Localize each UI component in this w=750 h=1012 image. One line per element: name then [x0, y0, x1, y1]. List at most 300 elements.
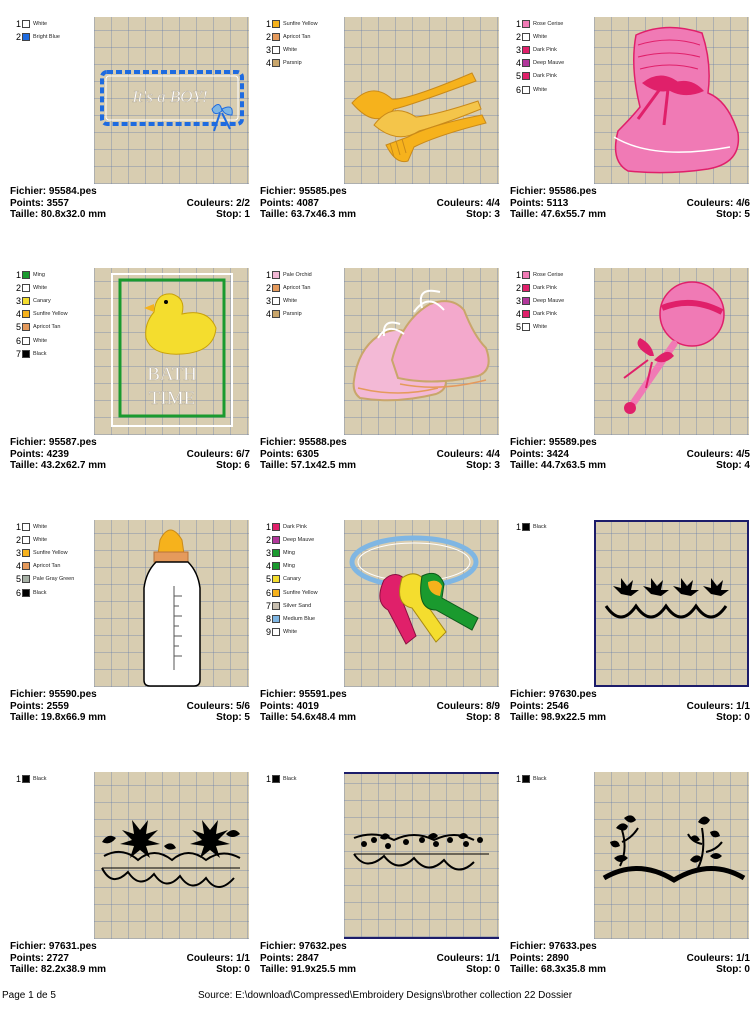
design-preview: [594, 268, 749, 435]
palette-entry: [262, 308, 312, 321]
thread-name: Apricot Tan: [283, 284, 311, 291]
thread-name: Dark Pink: [283, 523, 307, 530]
thread-number: 6: [515, 84, 521, 95]
thread-number: 3: [515, 44, 521, 55]
thread-number: 5: [265, 574, 271, 585]
thread-swatch: [272, 523, 280, 531]
stop-count: Stop: 0: [466, 964, 500, 975]
design-size: Taille: 19.8x66.9 mm: [10, 712, 106, 723]
thread-palette: [512, 772, 546, 785]
thread-name: Black: [33, 775, 47, 782]
thread-number: 5: [15, 574, 21, 585]
design-preview: [344, 268, 499, 435]
stitch-points: Points: 6305: [260, 448, 319, 460]
design-info: [260, 186, 500, 221]
design-card: [260, 520, 500, 760]
design-size: Taille: 91.9x25.5 mm: [260, 964, 356, 975]
design-card: [510, 17, 750, 257]
palette-entry: [512, 294, 564, 307]
thread-name: Canary: [283, 576, 301, 583]
thread-name: Pale Orchid: [283, 271, 312, 278]
thread-name: White: [33, 523, 48, 530]
palette-entry: [12, 30, 60, 43]
thread-number: 4: [15, 561, 21, 572]
palette-entry: [262, 612, 318, 625]
thread-name: Black: [33, 589, 47, 596]
time-text: TIME: [148, 388, 196, 409]
thread-name: White: [33, 337, 48, 344]
stitch-points: Points: 5113: [510, 197, 569, 209]
palette-entry: [512, 57, 564, 70]
thread-swatch: [272, 589, 280, 597]
palette-entry: [512, 30, 564, 43]
color-count: Couleurs: 1/1: [686, 952, 750, 964]
thread-palette: [262, 772, 296, 785]
palette-entry: [12, 772, 46, 785]
thread-name: Pale Gray Green: [33, 576, 75, 583]
thread-number: 1: [515, 18, 521, 29]
thread-number: 2: [265, 534, 271, 545]
palette-entry: [512, 17, 564, 30]
thread-swatch: [272, 46, 280, 54]
palette-entry: [12, 308, 68, 321]
palette-entry: [262, 57, 318, 70]
design-preview: [94, 520, 249, 687]
palette-entry: [262, 268, 312, 281]
thread-name: Sunfire Yellow: [33, 311, 68, 318]
thread-number: 3: [515, 295, 521, 306]
thread-swatch: [522, 46, 530, 54]
palette-entry: [262, 520, 318, 533]
thread-swatch: [272, 284, 280, 292]
thread-swatch: [22, 33, 30, 41]
thread-number: 7: [15, 348, 21, 359]
thread-swatch: [22, 284, 30, 292]
leaf-scallop-border-artwork: [594, 520, 749, 687]
palette-entry: [12, 520, 74, 533]
page-number: Page 1 de 5: [2, 990, 56, 1001]
palette-entry: [12, 334, 68, 347]
palette-entry: [512, 83, 564, 96]
thread-number: 3: [15, 295, 21, 306]
thread-number: 4: [265, 309, 271, 320]
thread-number: 8: [265, 613, 271, 624]
thread-name: Parsnip: [283, 311, 302, 318]
baby-bottle-artwork: [94, 520, 249, 687]
design-preview: [94, 772, 249, 939]
file-name: Fichier: 95589.pes: [510, 437, 597, 448]
thread-name: Black: [283, 775, 297, 782]
design-preview: [594, 17, 749, 184]
stop-count: Stop: 3: [466, 209, 500, 220]
thread-number: 4: [515, 58, 521, 69]
palette-entry: [12, 281, 68, 294]
stitch-points: Points: 2847: [260, 952, 319, 964]
color-count: Couleurs: 1/1: [436, 952, 500, 964]
palette-entry: [512, 308, 564, 321]
thread-number: 6: [15, 335, 21, 346]
thread-swatch: [522, 20, 530, 28]
color-count: Couleurs: 6/7: [186, 448, 250, 460]
design-info: [260, 437, 500, 472]
stop-count: Stop: 6: [216, 460, 250, 471]
thread-name: Bright Blue: [33, 33, 60, 40]
design-preview: [594, 772, 749, 939]
thread-number: 1: [15, 18, 21, 29]
palette-entry: [262, 281, 312, 294]
thread-palette: [12, 268, 68, 360]
thread-name: White: [533, 86, 548, 93]
thread-name: Dark Pink: [533, 73, 557, 80]
thread-name: White: [283, 297, 298, 304]
thread-swatch: [522, 284, 530, 292]
thread-number: 6: [265, 587, 271, 598]
file-name: Fichier: 95587.pes: [10, 437, 97, 448]
thread-name: Deep Mauve: [533, 60, 565, 67]
palette-entry: [262, 43, 318, 56]
pink-bootie-artwork: [594, 17, 749, 184]
palette-entry: [512, 70, 564, 83]
palette-entry: [262, 17, 318, 30]
file-name: Fichier: 97633.pes: [510, 941, 597, 952]
thread-swatch: [522, 86, 530, 94]
design-size: Taille: 98.9x22.5 mm: [510, 712, 606, 723]
design-info: [10, 689, 250, 724]
design-preview: [594, 520, 749, 687]
thread-swatch: [272, 775, 280, 783]
design-info: [10, 437, 250, 472]
palette-entry: [262, 772, 296, 785]
palette-entry: [12, 533, 74, 546]
palette-entry: [512, 268, 564, 281]
thread-name: White: [283, 629, 298, 636]
stop-count: Stop: 0: [716, 964, 750, 975]
thread-number: 5: [15, 322, 21, 333]
thread-palette: [262, 17, 318, 70]
thread-swatch: [22, 310, 30, 318]
teething-keys-artwork: [344, 520, 499, 687]
thread-name: Ming: [283, 549, 295, 556]
design-info: [510, 437, 750, 472]
thread-name: Silver Sand: [283, 602, 312, 609]
palette-entry: [262, 586, 318, 599]
thread-number: 4: [515, 309, 521, 320]
palette-entry: [12, 294, 68, 307]
stitch-points: Points: 4087: [260, 197, 319, 209]
thread-palette: [12, 520, 74, 599]
thread-palette: [12, 772, 46, 785]
design-info: [510, 689, 750, 724]
thread-name: Canary: [33, 297, 51, 304]
design-size: Taille: 44.7x63.5 mm: [510, 460, 606, 471]
palette-entry: [262, 294, 312, 307]
thread-number: 4: [265, 58, 271, 69]
palette-entry: [262, 573, 318, 586]
thread-name: Ming: [283, 563, 295, 570]
design-size: Taille: 57.1x42.5 mm: [260, 460, 356, 471]
design-size: Taille: 54.6x48.4 mm: [260, 712, 356, 723]
color-count: Couleurs: 4/5: [686, 448, 750, 460]
design-info: [510, 941, 750, 976]
thread-name: Dark Pink: [533, 311, 557, 318]
thread-swatch: [22, 536, 30, 544]
thread-number: 1: [265, 521, 271, 532]
color-count: Couleurs: 1/1: [186, 952, 250, 964]
thread-number: 2: [265, 31, 271, 42]
file-name: Fichier: 95585.pes: [260, 186, 347, 197]
design-card: [510, 772, 750, 1012]
thread-number: 1: [515, 773, 521, 784]
palette-entry: [262, 626, 318, 639]
palette-entry: [262, 30, 318, 43]
thread-swatch: [22, 549, 30, 557]
thread-number: 3: [15, 547, 21, 558]
thread-number: 4: [15, 309, 21, 320]
thread-swatch: [522, 775, 530, 783]
stop-count: Stop: 0: [216, 964, 250, 975]
thread-swatch: [522, 523, 530, 531]
design-size: Taille: 47.6x55.7 mm: [510, 209, 606, 220]
thread-swatch: [22, 20, 30, 28]
palette-entry: [512, 520, 546, 533]
floral-scallop-border-artwork: [94, 772, 249, 939]
thread-name: White: [533, 33, 548, 40]
thread-name: Sunfire Yellow: [283, 20, 318, 27]
stitch-points: Points: 2559: [10, 700, 69, 712]
stop-count: Stop: 4: [716, 460, 750, 471]
design-preview: [344, 17, 499, 184]
file-name: Fichier: 97631.pes: [10, 941, 97, 952]
thread-name: Dark Pink: [533, 46, 557, 53]
stitch-points: Points: 3557: [10, 197, 69, 209]
thread-number: 5: [515, 71, 521, 82]
design-size: Taille: 82.2x38.9 mm: [10, 964, 106, 975]
design-size: Taille: 63.7x46.3 mm: [260, 209, 356, 220]
stop-count: Stop: 3: [466, 460, 500, 471]
thread-swatch: [272, 575, 280, 583]
thread-number: 7: [265, 600, 271, 611]
thread-swatch: [22, 562, 30, 570]
thread-number: 2: [515, 31, 521, 42]
thread-swatch: [522, 33, 530, 41]
floral-sprigs-border-artwork: [594, 772, 749, 939]
thread-number: 1: [15, 521, 21, 532]
palette-entry: [262, 599, 318, 612]
thread-swatch: [272, 297, 280, 305]
stitch-points: Points: 2727: [10, 952, 69, 964]
palette-entry: [12, 17, 60, 30]
design-preview: [344, 772, 499, 939]
thread-swatch: [22, 775, 30, 783]
design-info: [10, 186, 250, 221]
thread-swatch: [272, 549, 280, 557]
design-info: [260, 689, 500, 724]
color-count: Couleurs: 8/9: [436, 700, 500, 712]
design-card: [510, 520, 750, 760]
color-count: Couleurs: 4/6: [686, 197, 750, 209]
source-path: Source: E:\download\Compressed\Embroidery Designs\brother collection 22 Dossier: [198, 990, 573, 1001]
thread-swatch: [522, 59, 530, 67]
thread-number: 2: [15, 534, 21, 545]
file-name: Fichier: 97632.pes: [260, 941, 347, 952]
thread-swatch: [272, 20, 280, 28]
thread-palette: [512, 268, 564, 334]
thread-number: 2: [265, 282, 271, 293]
palette-entry: [512, 43, 564, 56]
design-size: Taille: 43.2x62.7 mm: [10, 460, 106, 471]
thread-number: 1: [515, 269, 521, 280]
file-name: Fichier: 97630.pes: [510, 689, 597, 700]
palette-entry: [512, 281, 564, 294]
file-name: Fichier: 95591.pes: [260, 689, 347, 700]
thread-number: 4: [265, 561, 271, 572]
thread-name: Black: [533, 775, 547, 782]
thread-number: 6: [15, 587, 21, 598]
thread-name: Deep Mauve: [533, 297, 565, 304]
file-name: Fichier: 95584.pes: [10, 186, 97, 197]
thread-swatch: [22, 575, 30, 583]
thread-name: Black: [533, 523, 547, 530]
thread-name: Parsnip: [283, 60, 302, 67]
thread-swatch: [272, 33, 280, 41]
design-preview: [344, 520, 499, 687]
file-name: Fichier: 95588.pes: [260, 437, 347, 448]
baby-shoes-artwork: [344, 268, 499, 435]
thread-swatch: [272, 310, 280, 318]
thread-swatch: [22, 350, 30, 358]
thread-name: Deep Mauve: [283, 536, 315, 543]
thread-number: 9: [265, 627, 271, 638]
thread-number: 3: [265, 44, 271, 55]
thread-number: 3: [265, 295, 271, 306]
thread-swatch: [22, 337, 30, 345]
stitch-points: Points: 2890: [510, 952, 569, 964]
thread-name: White: [533, 324, 548, 331]
thread-name: Rose Cerise: [533, 271, 564, 278]
design-preview: [94, 17, 249, 184]
thread-palette: [12, 17, 60, 43]
tag-text: It's a BOY!: [132, 87, 208, 106]
thread-number: 1: [515, 521, 521, 532]
design-size: Taille: 68.3x35.8 mm: [510, 964, 606, 975]
thread-swatch: [22, 323, 30, 331]
thread-name: Dark Pink: [533, 284, 557, 291]
vine-scallop-border-artwork: [344, 774, 499, 941]
its-a-boy-tag-artwork: [94, 17, 249, 184]
design-card: [260, 772, 500, 1012]
thread-number: 1: [265, 18, 271, 29]
stop-count: Stop: 0: [716, 712, 750, 723]
thread-swatch: [22, 271, 30, 279]
stitch-points: Points: 3424: [510, 448, 569, 460]
design-preview: [94, 268, 249, 435]
color-count: Couleurs: 4/4: [436, 448, 500, 460]
stop-count: Stop: 5: [716, 209, 750, 220]
thread-number: 2: [15, 31, 21, 42]
thread-number: 3: [265, 547, 271, 558]
palette-entry: [512, 772, 546, 785]
thread-name: Rose Cerise: [533, 20, 564, 27]
thread-swatch: [272, 271, 280, 279]
design-card: [10, 772, 250, 1012]
stitch-points: Points: 4239: [10, 448, 69, 460]
file-name: Fichier: 95586.pes: [510, 186, 597, 197]
bath-time-duck-artwork: [94, 268, 249, 435]
thread-palette: [262, 520, 318, 639]
design-card: [260, 17, 500, 257]
thread-name: Apricot Tan: [33, 324, 61, 331]
thread-name: Sunfire Yellow: [33, 549, 68, 556]
thread-swatch: [22, 523, 30, 531]
color-count: Couleurs: 5/6: [186, 700, 250, 712]
design-info: [260, 941, 500, 976]
thread-swatch: [272, 59, 280, 67]
thread-swatch: [272, 536, 280, 544]
thread-palette: [512, 17, 564, 96]
thread-name: Apricot Tan: [283, 33, 311, 40]
palette-entry: [12, 268, 68, 281]
color-count: Couleurs: 2/2: [186, 197, 250, 209]
palette-entry: [262, 560, 318, 573]
bath-text: BATH: [147, 364, 197, 385]
palette-entry: [12, 321, 68, 334]
thread-name: White: [33, 20, 48, 27]
stop-count: Stop: 5: [216, 712, 250, 723]
thread-swatch: [522, 310, 530, 318]
palette-entry: [512, 321, 564, 334]
color-count: Couleurs: 4/4: [436, 197, 500, 209]
thread-palette: [262, 268, 312, 321]
design-size: Taille: 80.8x32.0 mm: [10, 209, 106, 220]
thread-number: 1: [265, 269, 271, 280]
design-card: [10, 520, 250, 760]
stop-count: Stop: 8: [466, 712, 500, 723]
baby-rattle-artwork: [594, 268, 749, 435]
palette-entry: [12, 573, 74, 586]
stitch-points: Points: 4019: [260, 700, 319, 712]
file-name: Fichier: 95590.pes: [10, 689, 97, 700]
palette-entry: [12, 347, 68, 360]
thread-swatch: [272, 562, 280, 570]
thread-name: Apricot Tan: [33, 563, 61, 570]
thread-name: White: [33, 536, 48, 543]
design-card: [510, 268, 750, 508]
design-info: [510, 186, 750, 221]
thread-number: 5: [515, 322, 521, 333]
color-count: Couleurs: 1/1: [686, 700, 750, 712]
thread-number: 1: [15, 773, 21, 784]
thread-name: Sunfire Yellow: [283, 589, 318, 596]
design-info: [10, 941, 250, 976]
thread-name: White: [283, 46, 298, 53]
thread-swatch: [272, 602, 280, 610]
stitch-points: Points: 2546: [510, 700, 569, 712]
palette-entry: [12, 560, 74, 573]
baby-spoon-fork-artwork: [344, 17, 499, 184]
thread-swatch: [522, 271, 530, 279]
thread-number: 1: [265, 773, 271, 784]
thread-name: White: [33, 284, 48, 291]
thread-palette: [512, 520, 546, 533]
thread-swatch: [522, 323, 530, 331]
thread-swatch: [522, 297, 530, 305]
thread-name: Black: [33, 350, 47, 357]
palette-entry: [262, 546, 318, 559]
thread-name: Medium Blue: [283, 615, 316, 622]
thread-number: 2: [515, 282, 521, 293]
design-card: [10, 17, 250, 257]
palette-entry: [12, 586, 74, 599]
